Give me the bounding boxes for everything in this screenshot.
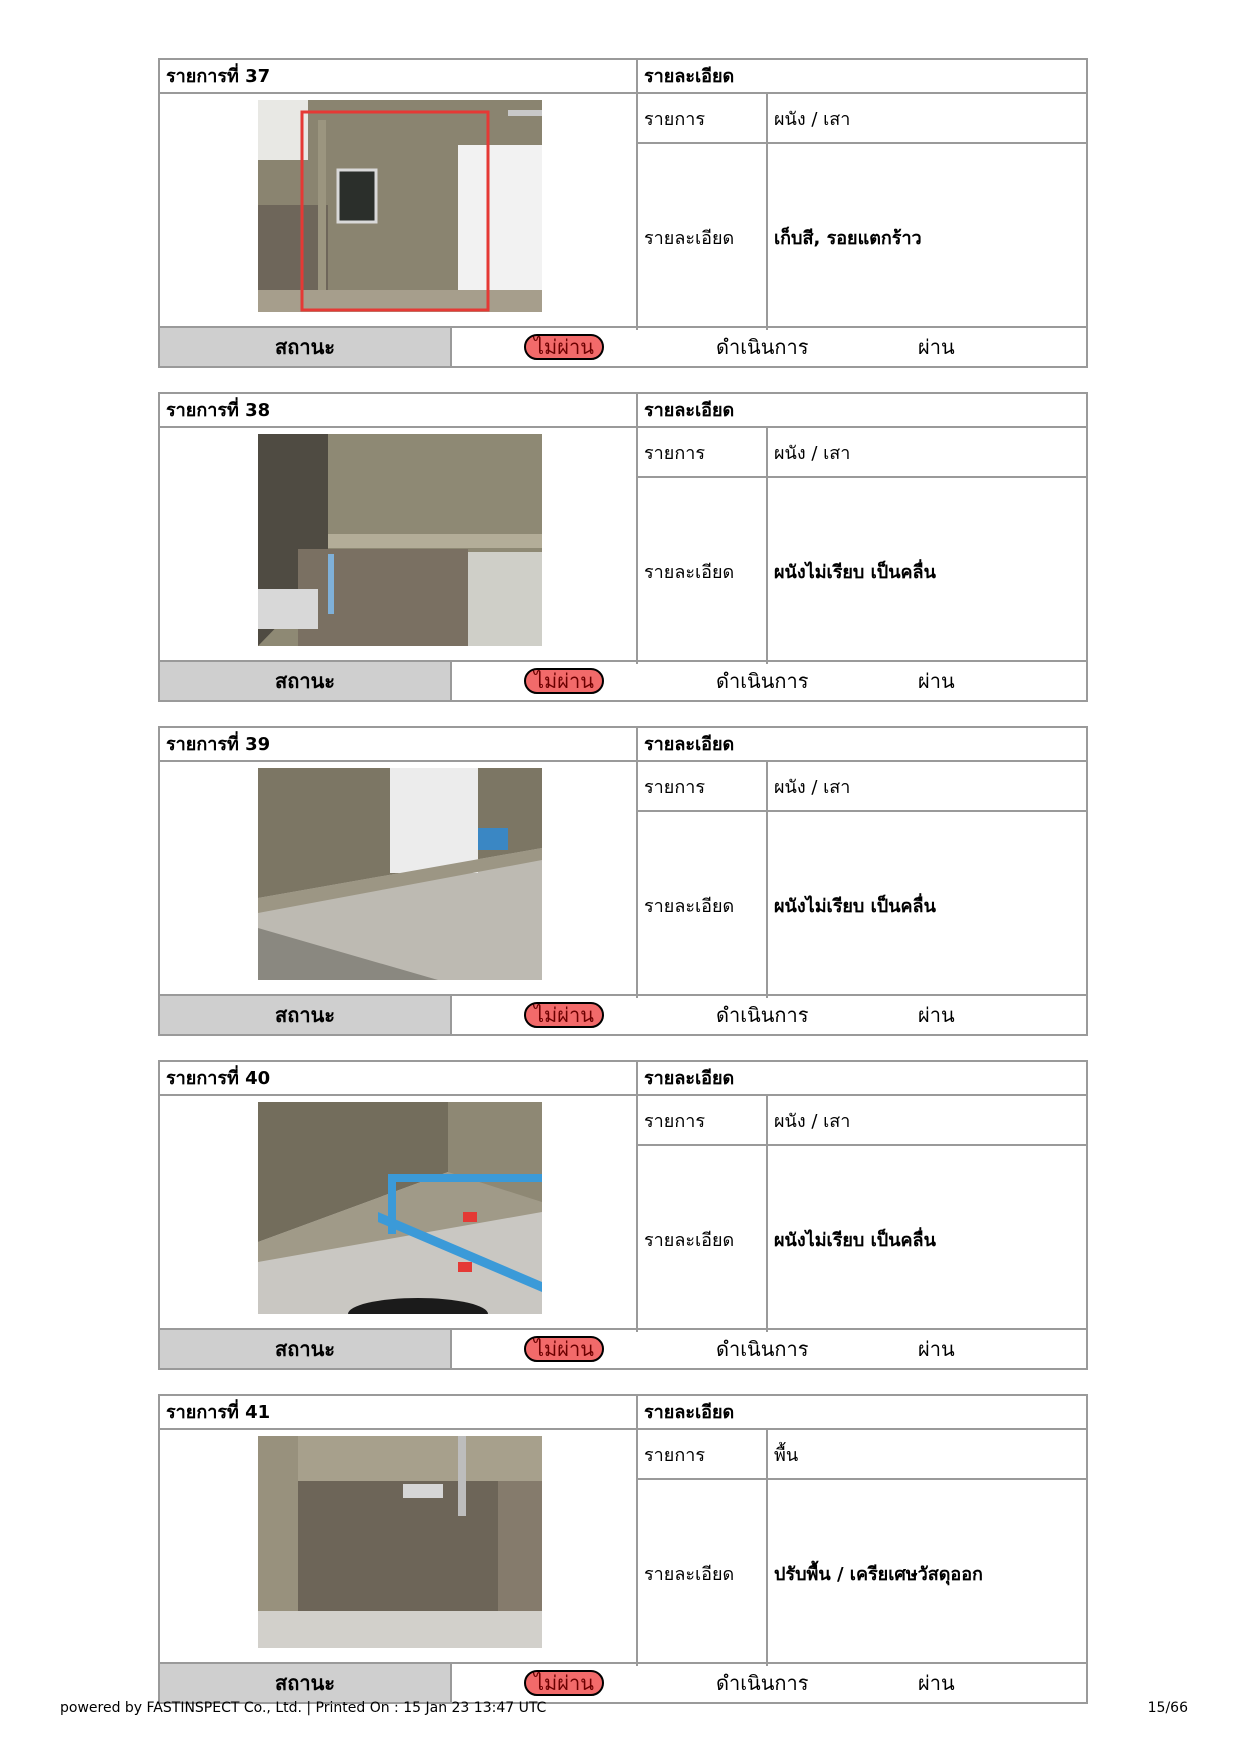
inspection-card (158, 726, 1088, 1036)
detail-row (638, 1480, 1086, 1666)
detail-value: ผนังไม่เรียบ เป็นคลื่น (774, 561, 936, 583)
status-label: สถานะ (160, 1330, 452, 1368)
photo-cell (160, 94, 638, 330)
detail-row (638, 1146, 1086, 1332)
status-in-progress[interactable]: ดำเนินการ (716, 1671, 809, 1695)
detail-row (638, 478, 1086, 664)
item-title: รายการที่ 38 (160, 394, 638, 428)
status-row (160, 326, 1086, 366)
item-value: ผนัง / เสา (774, 442, 851, 464)
item-key: รายการ (638, 1430, 768, 1478)
item-row (638, 94, 1086, 144)
detail-value: ผนังไม่เรียบ เป็นคลื่น (774, 1229, 936, 1251)
status-label: สถานะ (160, 328, 452, 366)
inspection-card (158, 1394, 1088, 1704)
footer-printed: powered by FASTINSPECT Co., Ltd. | Printed On : 15 Jan 23 13:47 UTC (60, 1700, 547, 1716)
detail-header: รายละเอียด (638, 1396, 1086, 1430)
detail-row (638, 812, 1086, 998)
inspection-photo[interactable] (258, 768, 542, 980)
status-fail-badge[interactable]: ไม่ผ่าน (524, 334, 604, 360)
inspection-card (158, 392, 1088, 702)
item-value: ผนัง / เสา (774, 108, 851, 130)
inspection-photo[interactable] (258, 434, 542, 646)
detail-value: ปรับพื้น / เครียเศษวัสดุออก (774, 1563, 983, 1585)
item-value: ผนัง / เสา (774, 1110, 851, 1132)
item-title: รายการที่ 39 (160, 728, 638, 762)
detail-row (638, 144, 1086, 330)
status-row (160, 1328, 1086, 1368)
photo-cell (160, 762, 638, 998)
status-row (160, 660, 1086, 700)
status-pass[interactable]: ผ่าน (918, 1337, 955, 1361)
inspection-photo[interactable] (258, 1436, 542, 1648)
detail-key: รายละเอียด (638, 478, 768, 664)
item-key: รายการ (638, 762, 768, 810)
status-label: สถานะ (160, 996, 452, 1034)
status-fail-badge[interactable]: ไม่ผ่าน (524, 1336, 604, 1362)
status-in-progress[interactable]: ดำเนินการ (716, 335, 809, 359)
status-pass[interactable]: ผ่าน (918, 669, 955, 693)
item-key: รายการ (638, 94, 768, 142)
detail-value: ผนังไม่เรียบ เป็นคลื่น (774, 895, 936, 917)
item-value: ผนัง / เสา (774, 776, 851, 798)
detail-header: รายละเอียด (638, 1062, 1086, 1096)
detail-header: รายละเอียด (638, 60, 1086, 94)
item-title: รายการที่ 40 (160, 1062, 638, 1096)
photo-cell (160, 428, 638, 664)
detail-header: รายละเอียด (638, 728, 1086, 762)
detail-value: เก็บสี, รอยแตกร้าว (774, 227, 922, 249)
status-fail-badge[interactable]: ไม่ผ่าน (524, 1002, 604, 1028)
footer-page-number: 15/66 (1147, 1700, 1188, 1716)
status-pass[interactable]: ผ่าน (918, 335, 955, 359)
inspection-card (158, 1060, 1088, 1370)
status-pass[interactable]: ผ่าน (918, 1003, 955, 1027)
status-label: สถานะ (160, 662, 452, 700)
item-row (638, 762, 1086, 812)
item-row (638, 428, 1086, 478)
item-value: พื้น (774, 1444, 799, 1466)
item-title: รายการที่ 41 (160, 1396, 638, 1430)
status-fail-badge[interactable]: ไม่ผ่าน (524, 1670, 604, 1696)
detail-key: รายละเอียด (638, 1146, 768, 1332)
item-title: รายการที่ 37 (160, 60, 638, 94)
status-row (160, 1662, 1086, 1702)
item-key: รายการ (638, 428, 768, 476)
detail-key: รายละเอียด (638, 1480, 768, 1666)
detail-key: รายละเอียด (638, 144, 768, 330)
status-in-progress[interactable]: ดำเนินการ (716, 1003, 809, 1027)
status-in-progress[interactable]: ดำเนินการ (716, 669, 809, 693)
inspection-photo[interactable] (258, 100, 542, 312)
status-label: สถานะ (160, 1664, 452, 1702)
detail-header: รายละเอียด (638, 394, 1086, 428)
status-in-progress[interactable]: ดำเนินการ (716, 1337, 809, 1361)
photo-cell (160, 1096, 638, 1332)
status-row (160, 994, 1086, 1034)
inspection-photo[interactable] (258, 1102, 542, 1314)
status-fail-badge[interactable]: ไม่ผ่าน (524, 668, 604, 694)
item-row (638, 1430, 1086, 1480)
status-pass[interactable]: ผ่าน (918, 1671, 955, 1695)
item-key: รายการ (638, 1096, 768, 1144)
inspection-card (158, 58, 1088, 368)
photo-cell (160, 1430, 638, 1666)
item-row (638, 1096, 1086, 1146)
detail-key: รายละเอียด (638, 812, 768, 998)
